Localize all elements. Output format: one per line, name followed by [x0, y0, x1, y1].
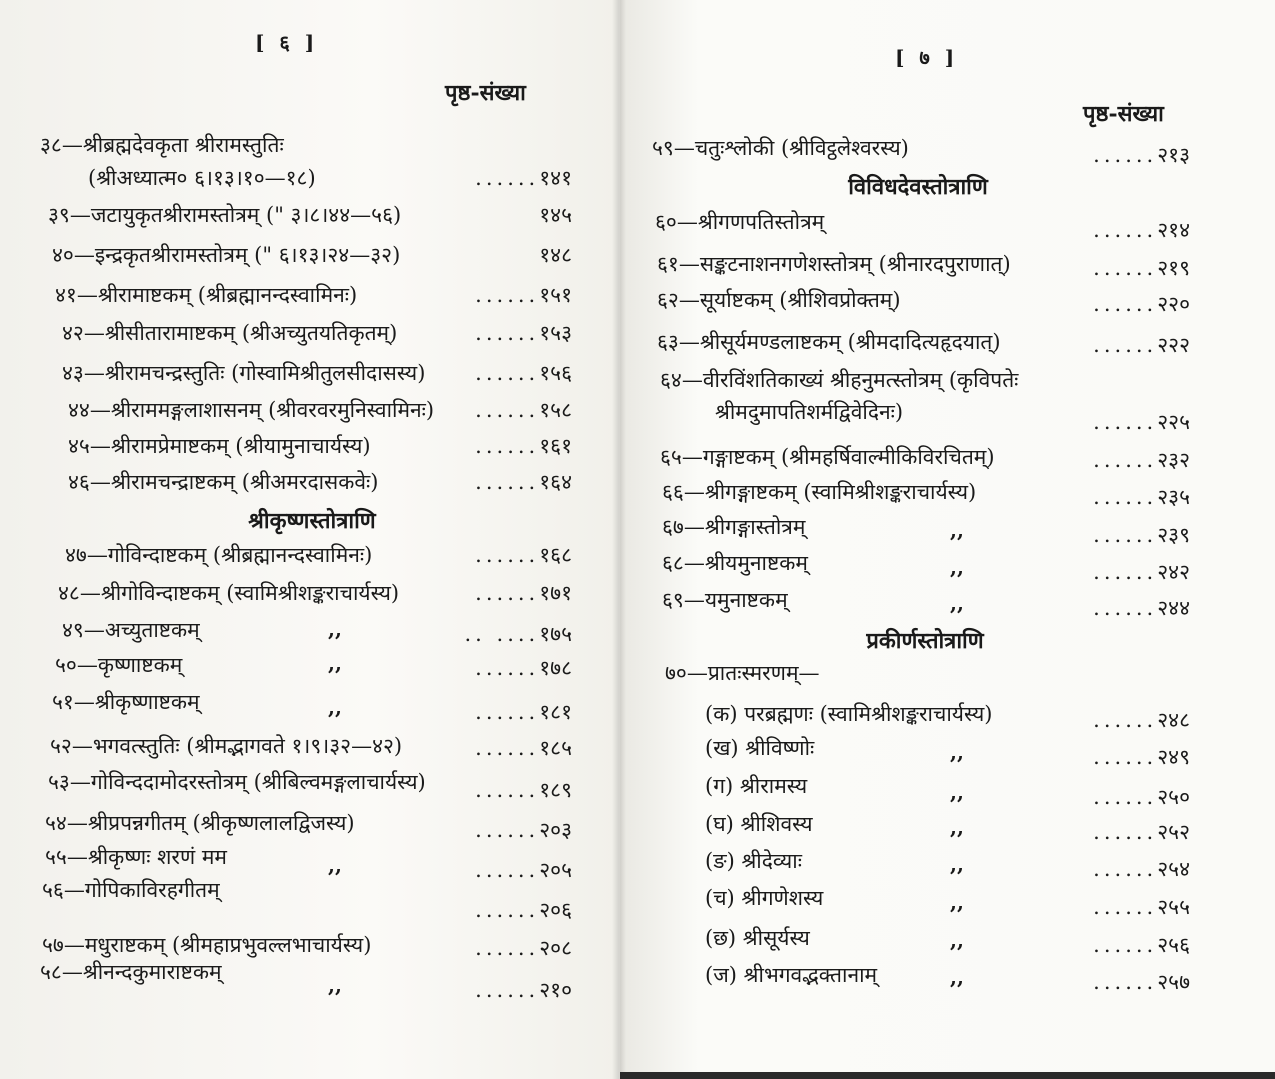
- page-number: १६१: [539, 434, 572, 458]
- dot-leader: ......: [475, 736, 540, 760]
- section-heading: श्रीकृष्णस्तोत्राणि: [248, 508, 376, 534]
- page-number: १५३: [539, 321, 572, 345]
- toc-page-number-cell: [475, 541, 572, 569]
- toc-page-number-cell: [475, 432, 572, 460]
- page-number: २४४: [1157, 596, 1190, 620]
- toc-entry-title: ६६—श्रीगङ्गाष्टकम् (स्वामिश्रीशङ्कराचार्यस्य): [662, 480, 977, 504]
- page-number: २२५: [1157, 410, 1190, 434]
- ditto-mark: ,,: [950, 740, 964, 765]
- toc-page-number-cell: [1093, 893, 1190, 921]
- page-number: २५४: [1157, 857, 1190, 881]
- toc-entry-title: (क) परब्रह्मणः (स्वामिश्रीशङ्कराचार्यस्य): [705, 702, 993, 726]
- toc-page-number-cell: [475, 164, 572, 192]
- toc-entry-title: ५२—भगवत्स्तुतिः (श्रीमद्भागवते १।९।३२—४२): [50, 734, 403, 758]
- toc-page-number-cell: [475, 698, 572, 726]
- toc-page-number-cell: [1093, 331, 1190, 359]
- dot-leader: ......: [1093, 485, 1158, 509]
- dot-leader: ......: [475, 543, 540, 567]
- dot-leader: ......: [1093, 218, 1158, 242]
- toc-entry-title: ५६—गोपिकाविरहगीतम्: [42, 878, 220, 902]
- page-folio: [ ७ ]: [895, 45, 959, 70]
- left-page: [0, 0, 620, 1079]
- toc-entry-title: ४७—गोविन्दाष्टकम् (श्रीब्रह्मानन्दस्वामिनः): [65, 543, 373, 567]
- dot-leader: ......: [475, 778, 540, 802]
- ditto-mark: ,,: [950, 928, 964, 953]
- toc-page-number-cell: [475, 896, 572, 924]
- dot-leader: ......: [475, 936, 540, 960]
- toc-page-number-cell: [475, 776, 572, 804]
- toc-page-number-cell: [1093, 408, 1190, 436]
- dot-leader: ......: [1093, 820, 1158, 844]
- page-number: १८१: [539, 700, 572, 724]
- dot-leader: ......: [475, 818, 540, 842]
- page-number: १४१: [539, 166, 572, 190]
- toc-entry-title: (च) श्रीगणेशस्य: [705, 886, 824, 910]
- dot-leader: ......: [1093, 596, 1158, 620]
- ditto-mark: ,,: [950, 591, 964, 616]
- ditto-mark: ,,: [328, 695, 342, 720]
- toc-page-number-cell: [539, 241, 572, 269]
- toc-page-number-cell: [1093, 483, 1190, 511]
- toc-page-number-cell: [1093, 521, 1190, 549]
- page-number: २२०: [1157, 292, 1190, 316]
- page-number: १८५: [539, 736, 572, 760]
- dot-leader: ......: [475, 283, 540, 307]
- page-number: २०८: [539, 936, 572, 960]
- page-number: २१९: [1157, 256, 1190, 280]
- dot-leader: ......: [1093, 256, 1158, 280]
- toc-entry-title: ६९—यमुनाष्टकम्: [662, 588, 788, 612]
- toc-entry-title: ६७—श्रीगङ्गास्तोत्रम्: [662, 515, 806, 539]
- toc-entry-title: ७०—प्रातःस्मरणम्—: [665, 661, 820, 685]
- ditto-mark: ,,: [950, 890, 964, 915]
- page-number: २५६: [1157, 933, 1190, 957]
- ditto-mark: ,,: [328, 651, 342, 676]
- page-number: १७८: [539, 656, 572, 680]
- toc-page-number-cell: [475, 934, 572, 962]
- page-number: २५७: [1157, 970, 1190, 994]
- toc-page-number-cell: [1093, 254, 1190, 282]
- dot-leader: ......: [1093, 292, 1158, 316]
- toc-entry-title: ६५—गङ्गाष्टकम् (श्रीमहर्षिवाल्मीकिविरचितम्): [660, 445, 995, 469]
- toc-entry-title: ५८—श्रीनन्दकुमाराष्टकम्: [40, 960, 222, 984]
- book-gutter: [612, 0, 626, 1079]
- dot-leader: ......: [1093, 857, 1158, 881]
- toc-page-number-cell: [475, 319, 572, 347]
- page-number: १५८: [539, 398, 572, 422]
- toc-page-number-cell: [1093, 783, 1190, 811]
- dot-leader: ......: [1093, 560, 1158, 584]
- toc-entry-title: ५३—गोविन्ददामोदरस्तोत्रम् (श्रीबिल्वमङ्गलाचार्यस्य): [48, 770, 426, 794]
- page-number: २५०: [1157, 785, 1190, 809]
- toc-entry-title: ४३—श्रीरामचन्द्रस्तुतिः (गोस्वामिश्रीतुलसीदासस्य): [62, 361, 426, 385]
- toc-entry-title: ६३—श्रीसूर्यमण्डलाष्टकम् (श्रीमदादित्यहृदयात्): [657, 330, 1001, 354]
- page-number: १८९: [539, 778, 572, 802]
- toc-page-number-cell: [1093, 141, 1190, 169]
- dot-leader: ......: [1093, 523, 1158, 547]
- page-number: २०५: [539, 858, 572, 882]
- page-number: १७५: [539, 622, 572, 646]
- toc-entry-title: ४८—श्रीगोविन्दाष्टकम् (स्वामिश्रीशङ्कराचार्यस्य): [58, 581, 400, 605]
- page-number: १४८: [539, 243, 572, 267]
- page-number: २५२: [1157, 820, 1190, 844]
- toc-entry-title: (ग) श्रीरामस्य: [705, 774, 808, 798]
- toc-entry-title: ३९—जटायुकृतश्रीरामस्तोत्रम् (" ३।८।४४—५६): [48, 203, 402, 227]
- toc-entry-title: ४९—अच्युताष्टकम्: [62, 618, 200, 642]
- ditto-mark: ,,: [328, 853, 342, 878]
- toc-entry-title: ५०—कृष्णाष्टकम्: [55, 653, 183, 677]
- page-number: २१४: [1157, 218, 1190, 242]
- dot-leader: ......: [475, 700, 540, 724]
- dot-leader: ......: [1093, 745, 1158, 769]
- dot-leader: ......: [475, 858, 540, 882]
- dot-leader: ......: [1093, 895, 1158, 919]
- page-number: २३२: [1157, 448, 1190, 472]
- toc-page-number-cell: [1093, 968, 1190, 996]
- toc-entry-title: ६२—सूर्याष्टकम् (श्रीशिवप्रोक्तम्): [657, 288, 901, 312]
- dot-leader: ......: [1093, 970, 1158, 994]
- dot-leader: ......: [1093, 410, 1158, 434]
- toc-page-number-cell: [475, 579, 572, 607]
- page-number: २५५: [1157, 895, 1190, 919]
- right-page: [620, 0, 1275, 1079]
- toc-entry-title-continued: श्रीमदुमापतिशर्मद्विवेदिनः): [715, 400, 904, 424]
- dot-leader: ......: [1093, 785, 1158, 809]
- toc-page-number-cell: [539, 201, 572, 229]
- toc-entry-title: ४५—श्रीरामप्रेमाष्टकम् (श्रीयामुनाचार्यस्य): [68, 434, 371, 458]
- dot-leader: ......: [475, 361, 540, 385]
- toc-entry-title: ५९—चतुःश्लोकी (श्रीविट्ठलेश्वरस्य): [652, 136, 909, 160]
- toc-page-number-cell: [1093, 931, 1190, 959]
- dot-leader: ......: [475, 166, 540, 190]
- toc-entry-title: (ख) श्रीविष्णोः: [705, 736, 815, 760]
- toc-page-number-cell: [475, 281, 572, 309]
- toc-page-number-cell: [475, 359, 572, 387]
- page-bottom-edge: [620, 1072, 1275, 1079]
- dot-leader: ......: [1093, 333, 1158, 357]
- toc-page-number-cell: [1093, 558, 1190, 586]
- page-number: १६८: [539, 543, 572, 567]
- page-number: २१३: [1157, 143, 1190, 167]
- toc-page-number-cell: [475, 396, 572, 424]
- toc-entry-title: ६०—श्रीगणपतिस्तोत्रम्: [655, 210, 825, 234]
- ditto-mark: ,,: [328, 617, 342, 642]
- toc-page-number-cell: [475, 468, 572, 496]
- toc-page-number-cell: [1093, 706, 1190, 734]
- page-number: १५६: [539, 361, 572, 385]
- toc-entry-title: ४२—श्रीसीतारामाष्टकम् (श्रीअच्युतयतिकृतम्): [62, 321, 398, 345]
- page-number: २२२: [1157, 333, 1190, 357]
- toc-page-number-cell: [475, 816, 572, 844]
- dot-leader: ......: [475, 978, 540, 1002]
- toc-entry-title: ४६—श्रीरामचन्द्राष्टकम् (श्रीअमरदासकवेः): [68, 470, 379, 494]
- page-number: १५१: [539, 283, 572, 307]
- dot-leader: ......: [475, 656, 540, 680]
- page-number-column-header: पृष्ठ-संख्या: [1083, 101, 1164, 127]
- toc-page-number-cell: [1093, 743, 1190, 771]
- dot-leader: ......: [475, 470, 540, 494]
- ditto-mark: ,,: [328, 973, 342, 998]
- toc-entry-title: ६८—श्रीयमुनाष्टकम्: [662, 551, 808, 575]
- ditto-mark: ,,: [950, 852, 964, 877]
- toc-entry-title: ५१—श्रीकृष्णाष्टकम्: [52, 690, 200, 714]
- toc-entry-title: ५५—श्रीकृष्णः शरणं मम: [45, 845, 227, 869]
- dot-leader: ......: [475, 898, 540, 922]
- toc-entry-title: (ङ) श्रीदेव्याः: [705, 849, 802, 873]
- dot-leader: ......: [1093, 143, 1158, 167]
- page-number: २४२: [1157, 560, 1190, 584]
- section-heading: प्रकीर्णस्तोत्राणि: [866, 628, 984, 654]
- page-folio: [ ६ ]: [255, 30, 319, 55]
- page-number: २४८: [1157, 708, 1190, 732]
- page-number: २०३: [539, 818, 572, 842]
- toc-entry-title: ५७—मधुराष्टकम् (श्रीमहाप्रभुवल्लभाचार्यस्य): [42, 933, 372, 957]
- page-number: १७१: [539, 581, 572, 605]
- ditto-mark: ,,: [950, 780, 964, 805]
- dot-leader: .. ....: [464, 622, 540, 646]
- toc-entry-title: ४१—श्रीरामाष्टकम् (श्रीब्रह्मानन्दस्वामिनः): [55, 283, 358, 307]
- toc-page-number-cell: [1093, 818, 1190, 846]
- page-number: २३९: [1157, 523, 1190, 547]
- toc-page-number-cell: [475, 654, 572, 682]
- toc-page-number-cell: [475, 976, 572, 1004]
- toc-entry-title-continued: (श्रीअध्यात्म० ६।१३।१०—१८): [88, 166, 316, 190]
- toc-entry-title: (घ) श्रीशिवस्य: [705, 812, 813, 836]
- ditto-mark: ,,: [950, 965, 964, 990]
- toc-entry-title: ४४—श्रीराममङ्गलाशासनम् (श्रीवरवरमुनिस्वामिनः): [68, 398, 435, 422]
- page-number: २०६: [539, 898, 572, 922]
- toc-page-number-cell: [475, 734, 572, 762]
- dot-leader: ......: [475, 581, 540, 605]
- toc-page-number-cell: [1093, 855, 1190, 883]
- toc-page-number-cell: [1093, 446, 1190, 474]
- toc-entry-title: ६१—सङ्कटनाशनगणेशस्तोत्रम् (श्रीनारदपुराणात्): [657, 252, 1011, 276]
- ditto-mark: ,,: [950, 555, 964, 580]
- toc-page-number-cell: [1093, 290, 1190, 318]
- page-number: १४५: [539, 203, 572, 227]
- dot-leader: ......: [475, 434, 540, 458]
- section-heading: विविधदेवस्तोत्राणि: [848, 174, 988, 200]
- toc-entry-title: ५४—श्रीप्रपन्नगीतम् (श्रीकृष्णलालद्विजस्य): [45, 811, 355, 835]
- dot-leader: ......: [1093, 448, 1158, 472]
- page-number-column-header: पृष्ठ-संख्या: [445, 80, 526, 106]
- dot-leader: ......: [1093, 708, 1158, 732]
- toc-entry-title: (ज) श्रीभगवद्भक्तानाम्: [705, 963, 878, 987]
- toc-entry-title: ४०—इन्द्रकृतश्रीरामस्तोत्रम् (" ६।१३।२४—३२): [52, 243, 401, 267]
- toc-page-number-cell: [1093, 216, 1190, 244]
- toc-page-number-cell: [1093, 594, 1190, 622]
- ditto-mark: ,,: [950, 518, 964, 543]
- page-number: २१०: [539, 978, 572, 1002]
- toc-entry-title: ६४—वीरविंशतिकाख्यं श्रीहनुमत्स्तोत्रम् (कृविपतेः: [660, 368, 1019, 392]
- dot-leader: ......: [475, 321, 540, 345]
- dot-leader: ......: [475, 398, 540, 422]
- toc-entry-title: (छ) श्रीसूर्यस्य: [705, 926, 810, 950]
- page-number: २३५: [1157, 485, 1190, 509]
- page-number: १६४: [539, 470, 572, 494]
- ditto-mark: ,,: [950, 815, 964, 840]
- toc-page-number-cell: [465, 620, 573, 648]
- page-number: २४९: [1157, 745, 1190, 769]
- toc-entry-title: ३८—श्रीब्रह्मदेवकृता श्रीरामस्तुतिः: [40, 133, 284, 157]
- toc-page-number-cell: [475, 856, 572, 884]
- dot-leader: ......: [1093, 933, 1158, 957]
